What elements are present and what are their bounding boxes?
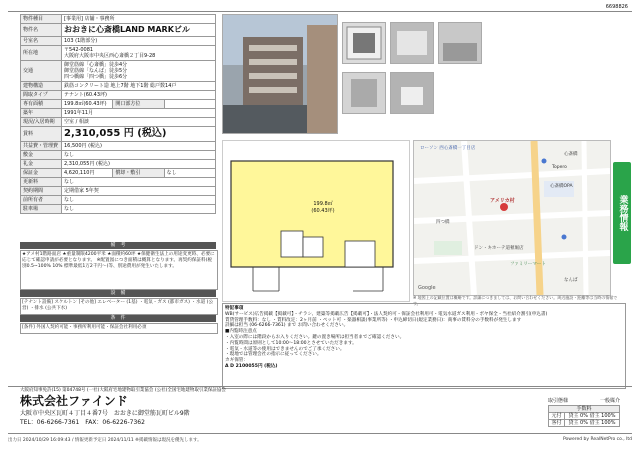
- label-deposit: 敷金: [21, 151, 62, 160]
- conditions-header: 条 件: [20, 315, 216, 322]
- value-room: 103 (1階部分): [62, 37, 216, 46]
- company-block: [20, 388, 520, 427]
- rent-value: 2,310,055 円 (税込): [62, 127, 216, 142]
- value-structure: 鉄筋コンクリート造 地上7階 地下1階 総戸数14戸: [62, 82, 216, 91]
- photo-thumb-2: [390, 22, 434, 64]
- label-previous-owner: 前所有者: [21, 196, 62, 205]
- map-label-opa: 心斎橋OPA: [550, 184, 573, 189]
- conditions-body: [条件] 外国人契約可能・事務所利用可能・保証会社利用必須: [20, 323, 218, 334]
- note-line-5: ・入室の際には階段からお入りください。鍵の置き場所は担当者までご確認ください。: [225, 334, 405, 340]
- building-photo: [222, 14, 338, 134]
- company-contact: TEL：06-6266-7361 FAX：06-6226-7362: [20, 419, 145, 426]
- note-line-ad: A D 2100055円 (税込): [225, 363, 278, 369]
- value-contract: 定期借家 5年契: [62, 187, 216, 196]
- value-amortization: なし: [164, 169, 215, 178]
- note-line-1: 賃貸管理手数料：なし ・賃料改定：2ヶ月前 ・ペット可 ・楽器相談(事業所等) ・申込締切日(規定業務日)：商事の賃料分の手数料が発生します: [225, 317, 522, 323]
- label-area: 専有面積: [21, 100, 62, 109]
- label-opening: 開口部方位: [113, 100, 164, 109]
- label-status: 現況/入居時期: [21, 118, 62, 127]
- note-line-8: ・現地では管理会社の指示に従ってください。: [225, 352, 322, 358]
- photo-thumb-5: [390, 72, 434, 114]
- top-rule: [8, 11, 632, 12]
- fee-row2-value: 貸主 0% 借主 100%: [564, 420, 619, 427]
- map-label-america-mura: アメリカ村: [490, 198, 515, 204]
- fee-type: 一般媒介: [599, 398, 620, 404]
- value-common-fee: 16,500円 (税込): [62, 142, 216, 151]
- map-label-shinsaibashi: 心斎橋: [564, 152, 578, 157]
- label-name: 物件名: [21, 24, 62, 37]
- fee-row1-label: 元付: [549, 413, 565, 420]
- value-layout: テナント(60.43坪): [62, 91, 216, 100]
- fee-header: 手数料: [549, 406, 620, 413]
- footer: [8, 437, 632, 443]
- special-notes-header: 特記事項: [225, 306, 244, 311]
- value-status: 空室 / 相談: [62, 118, 216, 127]
- note-line-10: カギ保管：: [225, 358, 248, 364]
- property-name: おおきに心斎橋LAND MARKビル: [62, 24, 216, 37]
- footer-left: 出力日 2024/10/29 16:09:43 / 情報更新予定日 2024/11/11 ※掲載情報は現況を優先します。: [8, 438, 202, 443]
- company-address: 大阪市中央区瓦町４丁目４番7号 おおきに御堂筋瓦町ビル9階: [20, 410, 190, 417]
- footer-right: Powered by RealNetPro co., ltd: [563, 437, 632, 442]
- note-line-4: ■内覧時注意点: [225, 329, 257, 335]
- label-type: 物件種目: [21, 15, 62, 24]
- business-info-tab[interactable]: 業務情報: [613, 162, 631, 264]
- property-table: [20, 14, 216, 214]
- map-label-namba: なんば: [564, 278, 578, 283]
- value-address: 〒542-0081 大阪府大阪市中央区西心斎橋２丁目9-28: [62, 46, 216, 61]
- map-caption: ※ 地図上の記載位置は概略です。詳細につきましては、お問い合わせください。周辺施設・距離等は当時の情報です。: [413, 295, 618, 306]
- floor-area-label: 199.8㎡: [313, 201, 333, 207]
- value-guarantee: 4,620,110円: [62, 169, 113, 178]
- floor-plan: [222, 140, 410, 302]
- location-map: [413, 140, 611, 296]
- equipment-header: 設 備: [20, 290, 216, 297]
- fee-row1-value: 貸主 0% 借主 100%: [564, 413, 619, 420]
- label-structure: 建物構造: [21, 82, 62, 91]
- map-label-familymart: ファミリーマート: [510, 262, 546, 267]
- fee-row2-label: 客付: [549, 420, 565, 427]
- value-type: [事業用] 店舗・事務所: [62, 15, 216, 24]
- label-layout: 間取タイプ: [21, 91, 62, 100]
- fee-label: 取引態様: [548, 398, 569, 404]
- value-opening: [164, 100, 215, 109]
- company-name: 株式会社ファインド: [20, 394, 128, 408]
- remarks-header: 備 考: [20, 242, 216, 249]
- value-parking: なし: [62, 205, 216, 214]
- map-label-donki: ドン・キホーテ道頓堀店: [474, 246, 524, 251]
- equipment-body: [テナント設備] スケルトン [その他] エレベーター (1基) ・電気・ガス (都市ガス) ・水道 (公営) ・排水 (公共下水): [20, 298, 218, 315]
- label-address: 所在地: [21, 46, 62, 61]
- company-rule: [8, 386, 632, 387]
- value-area: 199.8㎡(60.43坪): [62, 100, 113, 109]
- label-amortization: 償却・敷引: [113, 169, 164, 178]
- footer-rule: [8, 433, 632, 434]
- value-access: 御堂筋線「心斎橋」徒歩4分 御堂筋線「なんば」徒歩5分 四つ橋線「四つ橋」徒歩6分: [62, 61, 216, 82]
- google-logo: Google: [418, 285, 436, 291]
- floor-tsubo-label: (60.43坪): [311, 208, 335, 214]
- label-guarantee: 保証金: [21, 169, 62, 178]
- value-built: 1991年11月: [62, 109, 216, 118]
- value-deposit: なし: [62, 151, 216, 160]
- value-renewal: なし: [62, 178, 216, 187]
- label-contract: 契約期間: [21, 187, 62, 196]
- note-line-7: ・電気・水道等の使用はできませんのでご了承ください。: [225, 346, 345, 352]
- label-renewal: 更新料: [21, 178, 62, 187]
- special-notes: [222, 303, 626, 389]
- photo-thumb-3: [438, 22, 482, 64]
- map-label-yotsubashi: 四つ橋: [436, 220, 450, 225]
- company-license: 大阪府知事免許(15) 第04748号 (一社)大阪府宅地建物取引業協会 (公社)全国宅地建物取引業保証協会: [20, 388, 226, 393]
- label-parking: 駐車場: [21, 205, 62, 214]
- label-common-fee: 共益費・管理費: [21, 142, 62, 151]
- label-access: 交通: [21, 61, 62, 82]
- note-line-0: WB(サービス)広告掲載【掲載可】・チラシ、建築等掲載広告【掲載可】・法人契約可・保証会社利用可・電気水道ガス利用・ボヤ保全・当社紹介割引(申込書): [225, 311, 548, 317]
- value-previous-owner: なし: [62, 196, 216, 205]
- note-line-6: ・内覧時間は原則として10:00～18:00とさせていただきます。: [225, 340, 357, 346]
- label-built: 築年: [21, 109, 62, 118]
- label-room: 号室名: [21, 37, 62, 46]
- map-label-lawson: ローソン 西心斎橋一丁目店: [420, 146, 476, 151]
- label-key-money: 礼金: [21, 160, 62, 169]
- label-rent: 賃料: [21, 127, 62, 142]
- remarks-body: ★アメ村1階路面店 ★重量制限4200平米 ★面積約60坪 ★保健衛生法上の用途変更時、必要に応じて確認申請が必要となります。 ※配置図につき面積は概算となります。再契約保証料(税別0.5~100% 10% 標準最低1万2千円～)等、別途費用が発生いたします。: [20, 250, 218, 290]
- photo-thumb-1: [342, 22, 386, 64]
- note-line-2: 詳細は担当 (06-6266-7361) まで お問い合わせください。: [225, 323, 349, 329]
- document-id: 6698826: [605, 4, 628, 10]
- value-key-money: 2,310,055円 (税込): [62, 160, 216, 169]
- photo-thumb-4: [342, 72, 386, 114]
- fee-box: [548, 398, 620, 427]
- map-label-topero: Topero: [552, 165, 567, 170]
